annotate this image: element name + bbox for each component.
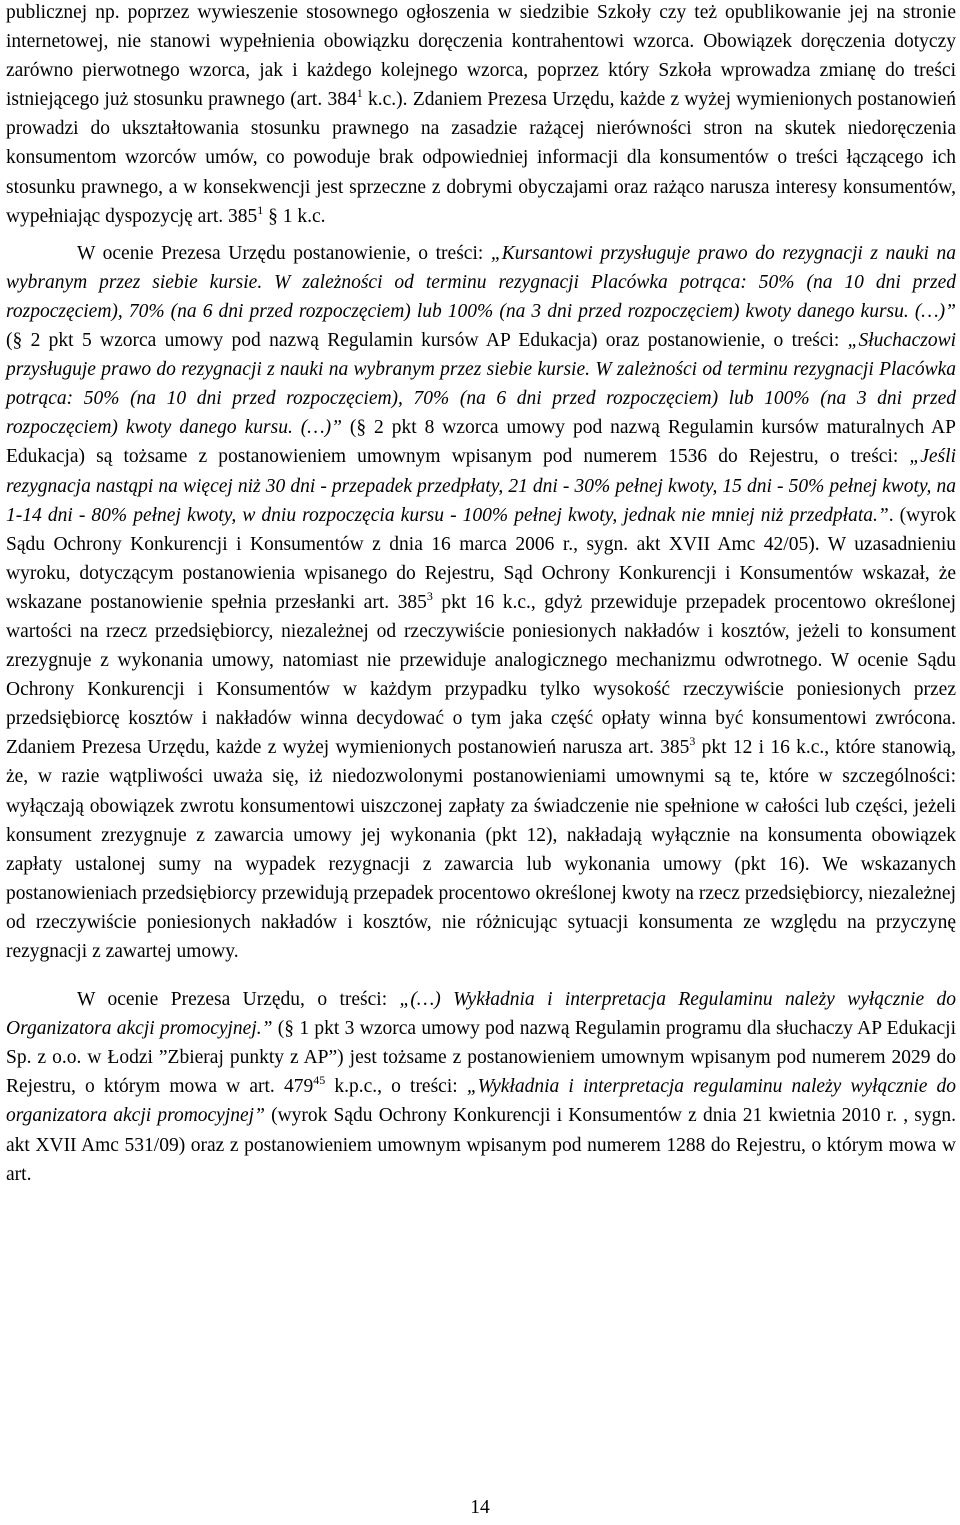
quoted-text: „Jeśli rezygnacja nastąpi na więcej niż 30 dni - przepadek przedpłaty, 21 dni - 30% pełnej kwoty, 15 dni - 50% pełnej kwoty, na 1-14 dni - 80% pełnej kwoty, w dniu rozpoczęcia kursu - 100% pełnej kwoty, jednak nie mniej niż przedpłata.”: [6, 446, 956, 526]
text-segment: (§ 1 pkt 3 wzorca umowy pod nazwą Regulamin programu dla słuchaczy AP Edukacji Sp. z o.o. w Łodzi ”Zbieraj punkty z AP”) jest tożsame z postanowieniem umownym wpisanym pod numerem 2029 do Rejestru, o którym mowa w art. 479: [6, 1018, 956, 1098]
paragraph-2: [6, 239, 956, 966]
superscript: 45: [313, 1073, 326, 1088]
quoted-text: „(…) Wykładnia i interpretacja Regulaminu należy wyłącznie do Organizatora akcji promocyjnej.”: [6, 989, 956, 1040]
text-segment: k.p.c., o treści:: [325, 1076, 467, 1098]
text-segment: publicznej np. poprzez wywieszenie stosownego ogłoszenia w siedzibie Szkoły czy też opublikowanie jej na stronie internetowej, nie stanowi wypełnienia obowiązku doręczenia kontrahentowi wzorca. Obowiązek doręczenia dotyczy zarówno pierwotnego wzorca, jak i każdego kolejnego wzorca, poprzez który Szkoła wprowadza zmianę do treści istniejącego już stosunku prawnego (art. 384: [6, 2, 956, 111]
document-page: [6, 0, 956, 1189]
superscript: 3: [689, 734, 696, 749]
quoted-text: „Słuchaczowi przysługuje prawo do rezygnacji z nauki na wybranym przez siebie kursie. W zależności od terminu rezygnacji Placówka potrąca: 50% (na 10 dni przed rozpoczęciem), 70% (na 6 dni przed rozpoczęciem) lub 100% (na 3 dni przed rozpoczęciem) kwoty danego kursu. (…)”: [6, 330, 956, 439]
quoted-text: „Kursantowi przysługuje prawo do rezygnacji z nauki na wybranym przez siebie kursie. W zależności od terminu rezygnacji Placówka potrąca: 50% (na 10 dni przed rozpoczęciem), 70% (na 6 dni przed rozpoczęciem) lub 100% (na 3 dni przed rozpoczęciem) kwoty danego kursu. (…)”: [6, 242, 957, 322]
superscript: 1: [356, 86, 363, 101]
paragraph-1: [6, 0, 956, 231]
text-segment: W ocenie Prezesa Urzędu postanowienie, o treści:: [77, 242, 491, 264]
text-segment: pkt 16 k.c., gdyż przewiduje przepadek procentowo określonej wartości na rzecz przedsiębiorcy, niezależnej od rzeczywiście poniesionych nakładów i kosztów, jeżeli to konsument zrezygnuje z wykonania umowy, natomiast nie przewiduje analogicznego mechanizmu odwrotnego. W ocenie Sądu Ochrony Konkurencji i Konsumentów w każdym przypadku tylko wysokość rzeczywiście poniesionych przez przedsiębiorcę kosztów i nakładów winna decydować o tym jaka część opłaty winna być konsumentowi zwrócona. Zdaniem Prezesa Urzędu, każde z wyżej wymienionych postanowień narusza art. 385: [6, 591, 957, 759]
text-segment: (§ 2 pkt 5 wzorca umowy pod nazwą Regulamin kursów AP Edukacja) oraz postanowienie, o treści:: [6, 330, 848, 352]
text-segment: . (wyrok Sądu Ochrony Konkurencji i Konsumentów z dnia 16 marca 2006 r., sygn. akt XVII Amc 42/05). W uzasadnieniu wyroku, dotyczącym postanowienia wpisanego do Rejestru, Sąd Ochrony Konkurencji i Konsumentów wskazał, że wskazane postanowienie spełnia przesłanki art. 385: [6, 504, 956, 613]
quoted-text: „Wykładnia i interpretacja regulaminu należy wyłącznie do organizatora akcji promocyjnej”: [6, 1076, 956, 1127]
text-segment: (§ 2 pkt 8 wzorca umowy pod nazwą Regulamin kursów maturalnych AP Edukacja) są tożsame z postanowieniem umownym wpisanym pod numerem 1536 do Rejestru, o treści:: [6, 417, 956, 468]
superscript: 3: [426, 588, 433, 603]
text-segment: k.c.). Zdaniem Prezesa Urzędu, każde z wyżej wymienionych postanowień prowadzi do ukształtowania stosunku prawnego na zasadzie rażącej nierówności stron na skutek niedoręczenia konsumentom wzorców umów, co powoduje brak odpowiedniej informacji dla konsumentów o treści łączącego ich stosunku prawnego, a w konsekwencji jest sprzeczne z dobrymi obyczajami oraz rażąco narusza interesy konsumentów, wypełniając dyspozycję art. 385: [6, 89, 957, 227]
text-segment: (wyrok Sądu Ochrony Konkurencji i Konsumentów z dnia 21 kwietnia 2010 r. , sygn. akt XVII Amc 531/09) oraz z postanowieniem umownym wpisanym pod numerem 1288 do Rejestru, o którym mowa w art.: [6, 1105, 956, 1185]
paragraph-3: [6, 985, 956, 1189]
page-number: 14: [470, 1497, 490, 1518]
text-segment: § 1 k.c.: [263, 205, 326, 227]
superscript: 1: [257, 202, 264, 217]
text-segment: pkt 12 i 16 k.c., które stanowią, że, w razie wątpliwości uważa się, iż niedozwolonymi postanowieniami umownymi są te, które w szczególności: wyłączają obowiązek zwrotu konsumentowi uiszczonej zapłaty za świadczenie nie spełnione w całości lub części, jeżeli konsument zrezygnuje z zawarcia umowy jej wykonania (pkt 12), nakładają wyłącznie na konsumenta obowiązek zapłaty ustalonej sumy na wypadek rezygnacji z zawarcia lub wykonania umowy (pkt 16). We wskazanych postanowieniach przedsiębiorcy przewidują przepadek procentowo określonej kwoty na rzecz przedsiębiorcy, niezależnej od rzeczywiście poniesionych nakładów i kosztów, nie różnicując sytuacji konsumenta ze względu na przyczynę rezygnacji z zawartej umowy.: [6, 737, 957, 962]
text-segment: W ocenie Prezesa Urzędu, o treści:: [77, 989, 400, 1011]
